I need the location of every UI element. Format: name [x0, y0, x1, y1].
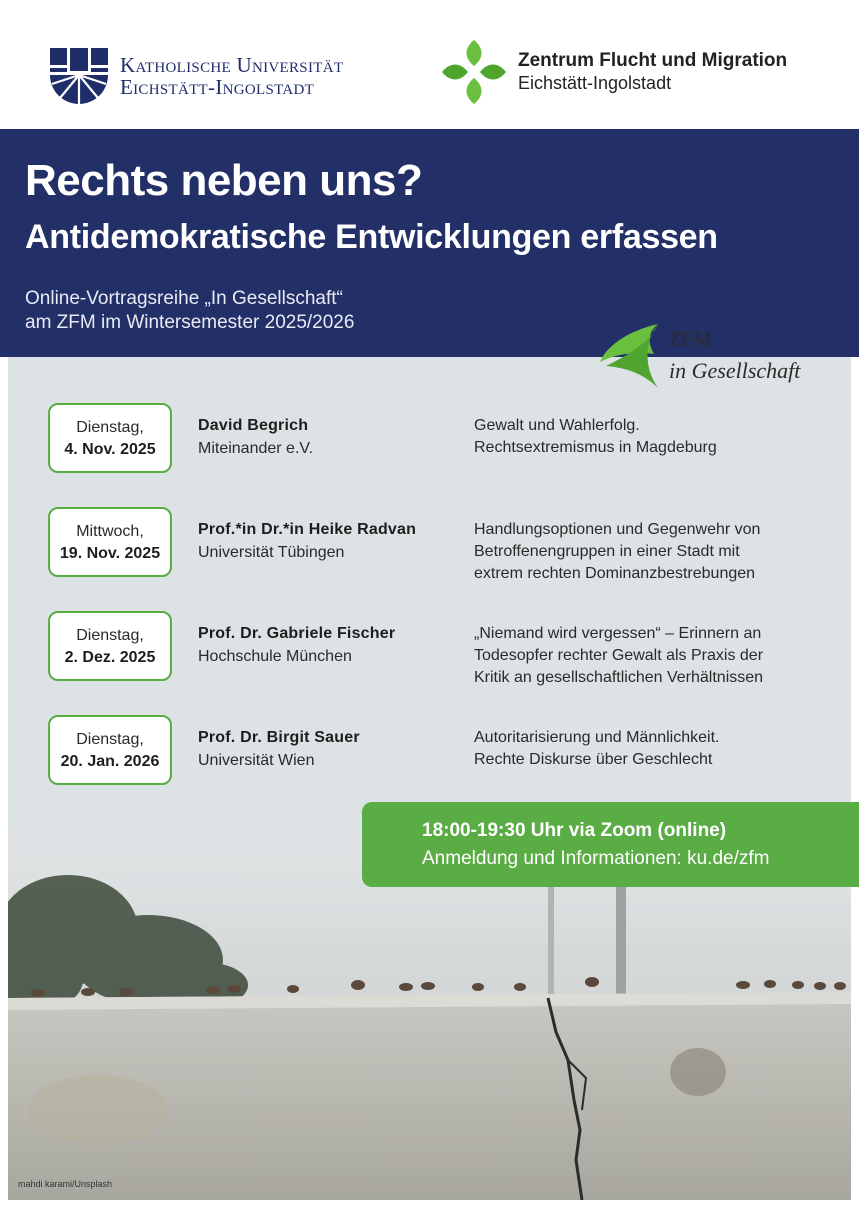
series-logo-line1: ZFM	[669, 327, 711, 351]
speaker-name: Prof. Dr. Birgit Sauer	[198, 729, 360, 746]
series-description-line2: am ZFM im Wintersemester 2025/2026	[25, 311, 355, 333]
event-topic	[474, 727, 814, 771]
center-name-line1: Zentrum Flucht und Migration	[518, 49, 788, 71]
topic-line: „Niemand wird vergessen“ – Erinnern an	[474, 625, 762, 642]
event-date: 19. Nov. 2025	[59, 545, 161, 562]
series-logo	[600, 322, 801, 393]
utility-pole	[616, 870, 626, 1000]
topic-line: Gewalt und Wahlerfolg.	[474, 417, 640, 434]
series-description-line1: Online-Vortragsreihe „In Gesellschaft“	[25, 288, 343, 309]
date-box	[48, 715, 172, 785]
event-row	[48, 715, 838, 787]
zfm-leaf-cross-icon	[440, 38, 508, 106]
registration-info: Anmeldung und Informationen: ku.de/zfm	[422, 848, 770, 869]
photo-credit: mahdi karami/Unsplash	[18, 1179, 113, 1189]
time-and-platform: 18:00-19:30 Uhr via Zoom (online)	[422, 820, 727, 841]
date-box	[48, 611, 172, 681]
date-box	[48, 403, 172, 473]
university-logo	[50, 48, 343, 104]
speaker-name: Prof.*in Dr.*in Heike Radvan	[198, 521, 417, 538]
speaker-institution: Universität Wien	[198, 752, 315, 769]
series-description	[25, 287, 354, 335]
ku-shield-icon	[50, 48, 108, 104]
topic-line: extrem rechten Dominanzbestrebungen	[474, 565, 756, 582]
event-topic	[474, 623, 814, 689]
title-banner	[0, 129, 859, 357]
event-weekday: Dienstag,	[76, 419, 144, 436]
topic-line: Kritik an gesellschaftlichen Verhältnissen	[474, 669, 764, 686]
speaker-institution: Miteinander e.V.	[198, 440, 314, 457]
center-logo	[440, 38, 787, 106]
event-row	[48, 403, 838, 475]
topic-line: Rechtsextremismus in Magdeburg	[474, 439, 717, 456]
info-box	[362, 802, 859, 887]
center-name-line2: Eichstätt-Ingolstadt	[518, 72, 672, 93]
event-topic	[474, 415, 814, 459]
speaker-name: Prof. Dr. Gabriele Fischer	[198, 625, 396, 642]
university-name-line1: Katholische Universität	[120, 52, 344, 77]
speaker-block	[198, 519, 416, 565]
event-topic	[474, 519, 814, 585]
event-weekday: Dienstag,	[76, 731, 144, 748]
topic-line: Handlungsoptionen und Gegenwehr von	[474, 521, 761, 538]
event-row	[48, 507, 838, 582]
event-date: 4. Nov. 2025	[64, 441, 156, 458]
topic-line: Rechte Diskurse über Geschlecht	[474, 751, 713, 768]
date-box	[48, 507, 172, 577]
university-name-line2: Eichstätt-Ingolstadt	[120, 75, 315, 99]
event-weekday: Dienstag,	[76, 627, 144, 644]
topic-line: Betroffenengruppen in einer Stadt mit	[474, 543, 740, 560]
sub-title: Antidemokratische Entwicklungen erfassen	[25, 218, 718, 256]
event-row	[48, 611, 838, 686]
green-leaf-icon	[600, 322, 670, 388]
event-weekday: Mittwoch,	[76, 523, 144, 540]
speaker-name: David Begrich	[198, 417, 309, 434]
series-logo-line2: in Gesellschaft	[669, 358, 801, 383]
main-title: Rechts neben uns?	[25, 156, 423, 205]
event-date: 2. Dez. 2025	[64, 649, 156, 666]
speaker-institution: Universität Tübingen	[198, 544, 345, 561]
speaker-block	[198, 415, 313, 461]
speaker-block	[198, 623, 395, 669]
topic-line: Autoritarisierung und Männlichkeit.	[474, 729, 720, 746]
speaker-institution: Hochschule München	[198, 648, 352, 665]
speaker-block	[198, 727, 360, 773]
utility-pole	[548, 880, 554, 1000]
topic-line: Todesopfer rechter Gewalt als Praxis der	[474, 647, 764, 664]
event-date: 20. Jan. 2026	[60, 753, 160, 770]
